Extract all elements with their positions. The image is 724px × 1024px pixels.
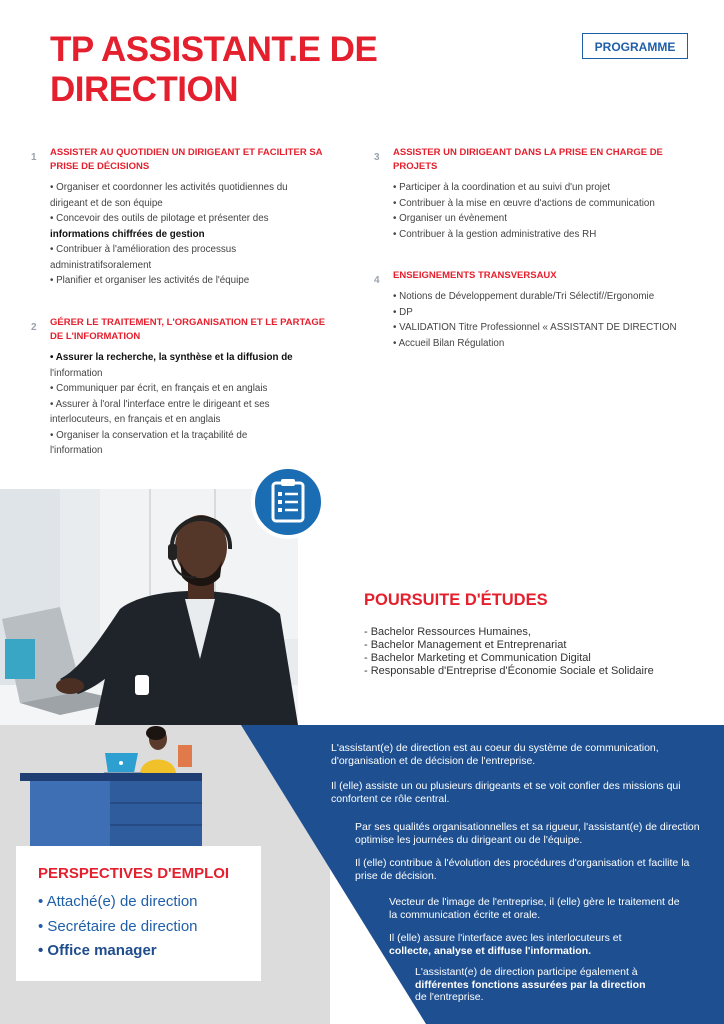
list-item: • Secrétaire de direction <box>38 917 198 935</box>
list-item: • Organiser et coordonner les activités quotidiennes du <box>50 182 288 193</box>
description-text: Il (elle) assure l'interface avec les interlocuteurs et <box>389 932 622 944</box>
list-item: - Responsable d'Entreprise d'Économie Sociale et Solidaire <box>364 665 654 677</box>
page-title: TP ASSISTANT.E DE DIRECTION <box>50 30 378 109</box>
description-bold-text: différentes fonctions assurées par la direction <box>415 978 646 991</box>
list-item: • Office manager <box>38 942 157 959</box>
description-bold-text: collecte, analyse et diffuse l'information. <box>389 944 592 957</box>
description-text: L'assistant(e) de direction participe également à <box>415 966 638 978</box>
section-number: 4 <box>374 275 380 286</box>
list-item: • Communiquer par écrit, en français et en anglais <box>50 383 268 394</box>
list-item: • Contribuer à l'amélioration des processus <box>50 244 237 255</box>
description-paragraph: Vecteur de l'image de l'entreprise, il (elle) gère le traitement de la communication écrite et orale. <box>389 896 680 921</box>
section-title: ASSISTER AU QUOTIDIEN UN DIRIGEANT ET FACILITER SA PRISE DE DÉCISIONS <box>50 147 323 172</box>
description-paragraph: Il (elle) assiste un ou plusieurs dirigeants et se voit confier des missions qui confortent ce rôle central. <box>331 780 681 805</box>
section-title: ASSISTER UN DIRIGEANT DANS LA PRISE EN CHARGE DE PROJETS <box>393 147 663 172</box>
list-item: administratifsoralement <box>50 259 152 271</box>
section-title: GÉRER LE TRAITEMENT, L'ORGANISATION ET LE PARTAGE DE L'INFORMATION <box>50 317 326 342</box>
list-item: - Bachelor Management et Entreprenariat <box>364 639 567 651</box>
section-number: 2 <box>31 322 37 333</box>
list-item: • Accueil Bilan Régulation <box>393 337 505 349</box>
list-item: l'information <box>50 445 103 456</box>
perspectives-title: PERSPECTIVES D'EMPLOI <box>38 865 230 882</box>
description-paragraph: Il (elle) contribue à l'évolution des procédures d'organisation et facilite la prise de décision. <box>355 857 690 882</box>
poursuite-title: POURSUITE D'ÉTUDES <box>364 591 548 609</box>
list-item: - Bachelor Marketing et Communication Digital <box>364 652 591 664</box>
perspectives-list <box>38 890 198 964</box>
list-item: • Planifier et organiser les activités de l'équipe <box>50 275 250 286</box>
list-item: • VALIDATION Titre Professionnel « ASSISTANT DE DIRECTION <box>393 322 677 333</box>
list-item: l'information <box>50 367 103 379</box>
perspectives-box <box>16 846 261 981</box>
list-item: • Concevoir des outils de pilotage et présenter des <box>50 213 269 224</box>
section-number: 3 <box>374 152 380 163</box>
receptionist-desk-illustration <box>20 725 220 850</box>
list-item: • Assurer à l'oral l'interface entre le dirigeant et ses <box>50 398 270 410</box>
list-item: interlocuteurs, en français et en anglais <box>50 414 221 425</box>
description-text: de l'entreprise. <box>415 991 484 1003</box>
list-item: • DP <box>393 306 413 318</box>
list-item: - Bachelor Ressources Humaines, <box>364 626 531 638</box>
list-item: • Organiser la conservation et la traçabilité de <box>50 429 248 441</box>
list-item: informations chiffrées de gestion <box>50 228 205 240</box>
description-paragraph: Par ses qualités organisationnelles et sa rigueur, l'assistant(e) de direction optimise les journées du dirigeant ou de l'équipe. <box>355 821 700 846</box>
section-number: 1 <box>31 152 37 163</box>
list-item: • Contribuer à la mise en œuvre d'actions de communication <box>393 197 655 209</box>
list-item: • Participer à la coordination et au suivi d'un projet <box>393 182 611 193</box>
list-item: • Organiser un évènement <box>393 213 507 224</box>
list-item: • Notions de Développement durable/Tri Sélectif//Ergonomie <box>393 291 655 302</box>
description-paragraph: L'assistant(e) de direction est au coeur du système de communication, d'organisation et de décision de l'entreprise. <box>331 742 659 767</box>
list-item: • Assurer la recherche, la synthèse et la diffusion de <box>50 352 293 363</box>
list-item: • Contribuer à la gestion administrative des RH <box>393 228 597 240</box>
description-paragraph <box>389 932 699 957</box>
section-title: ENSEIGNEMENTS TRANSVERSAUX <box>393 270 557 281</box>
list-item: dirigeant et de son équipe <box>50 197 163 209</box>
programme-badge: PROGRAMME <box>582 33 688 59</box>
description-paragraph <box>415 966 705 1004</box>
list-item: • Attaché(e) de direction <box>38 893 198 910</box>
